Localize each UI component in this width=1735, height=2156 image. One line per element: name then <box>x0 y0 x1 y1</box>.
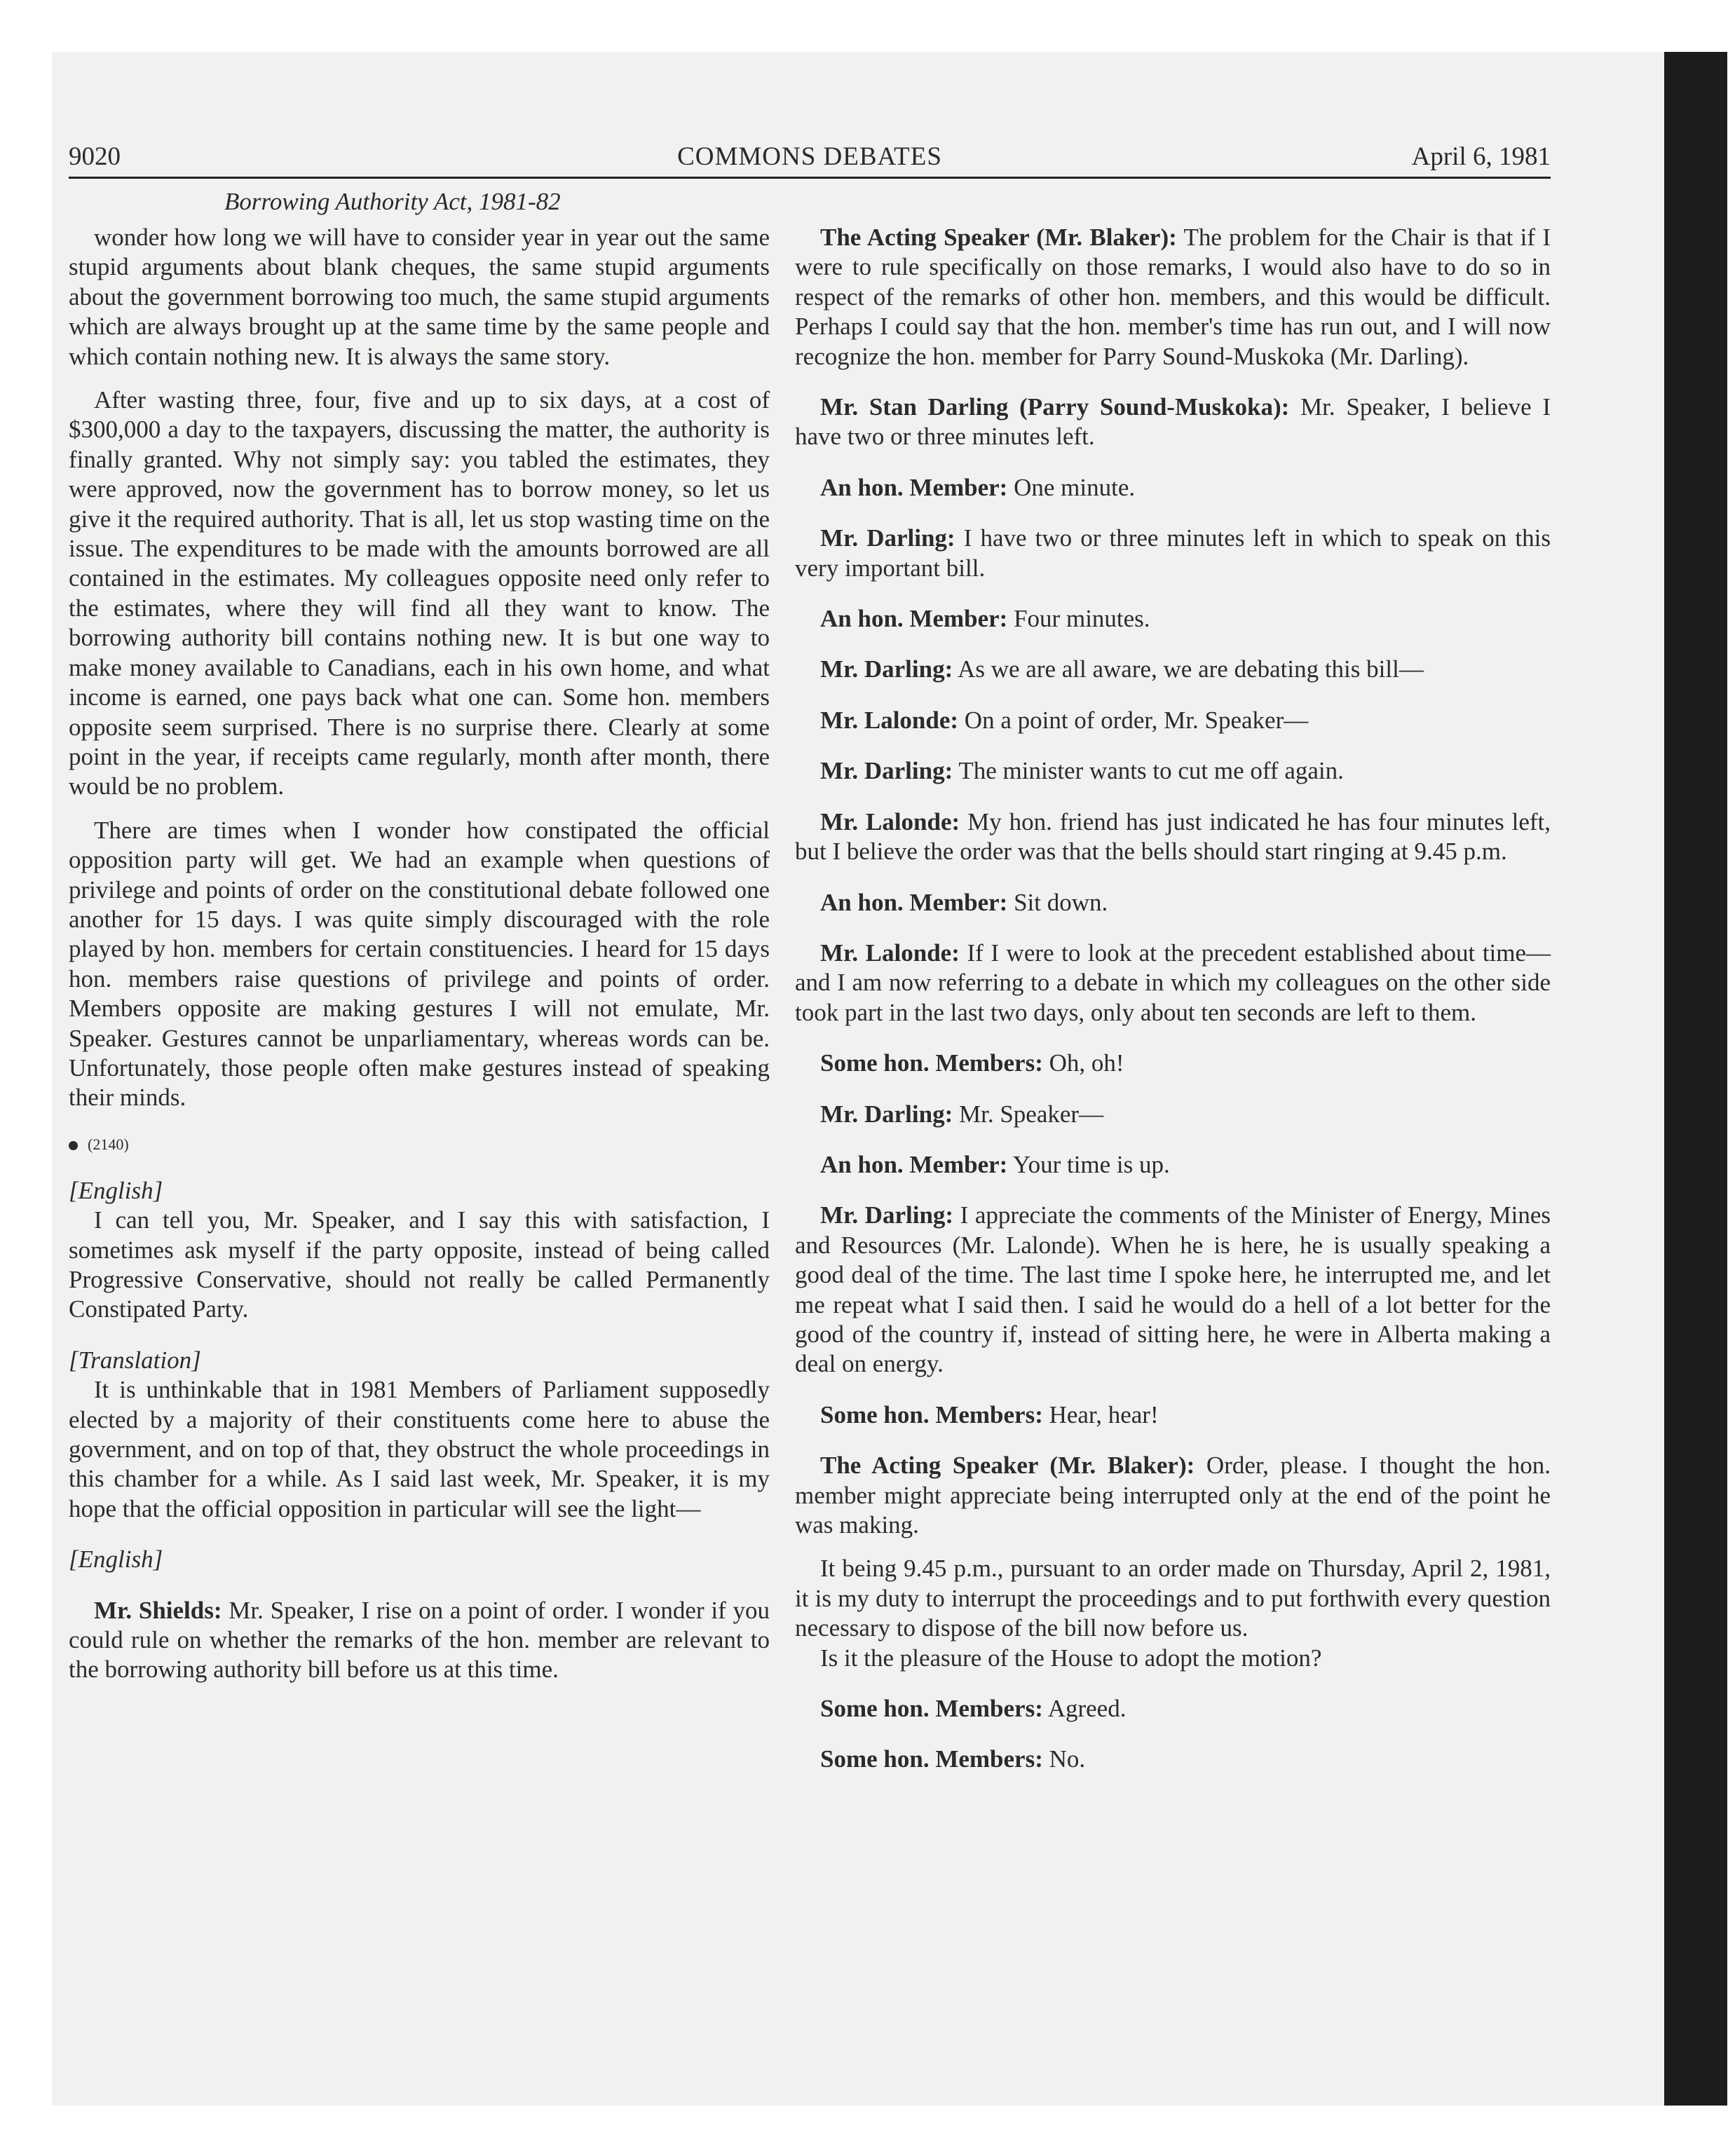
speaker-name: Mr. Darling: <box>820 1201 954 1229</box>
paragraph <box>795 1400 1551 1430</box>
speaker-name: Mr. Lalonde: <box>820 706 959 734</box>
paragraph-text: It is unthinkable that in 1981 Members of Parliament supposedly elected by a majority of their constituents come here to abuse the government, and on top of that, they obstruct the whole proceedings in this chamber for a while. As I said last week, Mr. Speaker, it is my hope that the official opposition in particular will see the light— <box>69 1376 770 1522</box>
speaker-name: An hon. Member: <box>820 605 1008 633</box>
paragraph-text: Mr. Speaker, I rise on a point of order. I wonder if you could rule on whether the remarks of the hon. member are relevant to the borrowing authority bill before us at this time. <box>69 1596 770 1684</box>
paragraph <box>69 1596 770 1685</box>
speaker-name: Mr. Darling: <box>820 524 955 552</box>
paragraph-text: Order, please. I thought the hon. member might appreciate being interrupted only at the end of the point he was making. <box>795 1452 1551 1538</box>
paragraph <box>795 706 1551 735</box>
speaker-name: Mr. Lalonde: <box>820 807 960 835</box>
paragraph <box>795 1451 1551 1540</box>
paragraph-text: Oh, oh! <box>1049 1049 1124 1077</box>
time-marker <box>69 1134 770 1155</box>
page-date: April 6, 1981 <box>1411 142 1551 171</box>
paragraph-text: Four minutes. <box>1014 605 1150 633</box>
paragraph <box>69 386 770 802</box>
paragraph-text: Mr. Speaker— <box>959 1100 1104 1128</box>
speaker-name: Some hon. Members: <box>820 1049 1043 1077</box>
paragraph-text: After wasting three, four, five and up to six days, at a cost of $300,000 a day to the taxpayers, discussing the matter, the authority is finally granted. Why not simply say: you tabled the estimates, they were approved, now the government has to borrow money, so let us give it the required authority. That is all, let us stop wasting time on the issue. The expenditures to be made with the amounts borrowed are all contained in the estimates. My colleagues opposite need only refer to the estimates, where they will find all they want to know. The borrowing authority bill contains nothing new. It is but one way to make money available to Canadians, each in his own home, and what income is earned, one pays back what one can. Some hon. members opposite seem surprised. There is no surprise there. Clearly at some point in the year, if receipts came regularly, month after month, there would be no problem. <box>69 386 770 800</box>
scan-edge-bar <box>1664 52 1727 2106</box>
paragraph <box>795 655 1551 684</box>
paragraph-text: I appreciate the comments of the Minister of Energy, Mines and Resources (Mr. Lalonde). When he is here, he is usually speaking a good deal of the time. The last time I spoke here, he interrupted me, and let me repeat what I said then. I said he would do a hell of a lot better for the good of the country if, instead of sitting here, he were in Alberta making a deal on energy. <box>795 1201 1551 1378</box>
paragraph-text: Agreed. <box>1047 1695 1127 1723</box>
paragraph <box>795 1201 1551 1379</box>
paragraph-text: Is it the pleasure of the House to adopt the motion? <box>820 1644 1322 1672</box>
paragraph-text: Your time is up. <box>1012 1150 1170 1178</box>
paragraph <box>795 756 1551 786</box>
speaker-name: The Acting Speaker (Mr. Blaker): <box>820 1452 1195 1480</box>
paragraph-text: I can tell you, Mr. Speaker, and I say this with satisfaction, I sometimes ask myself if the party opposite, instead of being called Progressive Conservative, should not really be called Permanently Constipated Party. <box>69 1206 770 1323</box>
paragraph <box>795 223 1551 371</box>
paragraph <box>795 1745 1551 1774</box>
bullet-icon <box>69 1141 78 1150</box>
paragraph <box>795 888 1551 917</box>
speaker-name: An hon. Member: <box>820 888 1008 916</box>
speaker-name: An hon. Member: <box>820 473 1008 501</box>
paragraph-text: I have two or three minutes left in which to speak on this very important bill. <box>795 524 1551 582</box>
language-marker: [English] <box>69 1176 163 1204</box>
paragraph-text: Hear, hear! <box>1049 1400 1159 1428</box>
page-header <box>69 137 1551 179</box>
paragraph-text: My hon. friend has just indicated he has four minutes left, but I believe the order was that the bells should start ringing at 9.45 p.m. <box>795 807 1551 866</box>
paragraph-text: As we are all aware, we are debating this bill— <box>958 655 1424 683</box>
language-marker: [English] <box>69 1546 163 1574</box>
speaker-name: Mr. Lalonde: <box>820 939 960 967</box>
paragraph <box>69 223 770 371</box>
paragraph-text: One minute. <box>1014 473 1136 501</box>
paragraph-text: The minister wants to cut me off again. <box>958 757 1344 785</box>
page-number: 9020 <box>69 142 121 171</box>
paragraph <box>795 393 1551 452</box>
speaker-name: Some hon. Members: <box>820 1745 1043 1773</box>
paragraph <box>69 1206 770 1325</box>
speaker-name: Some hon. Members: <box>820 1695 1043 1723</box>
paragraph <box>795 1694 1551 1724</box>
paragraph-text: Sit down. <box>1014 888 1108 916</box>
language-marker: [Translation] <box>69 1346 201 1374</box>
paragraph <box>795 1150 1551 1180</box>
paragraph-text: Mr. Speaker, I believe I have two or three minutes left. <box>795 393 1551 451</box>
paragraph <box>69 1375 770 1524</box>
paragraph <box>795 807 1551 867</box>
left-column <box>69 223 770 1685</box>
paragraph <box>795 473 1551 503</box>
paragraph <box>795 1644 1551 1673</box>
paragraph-text: There are times when I wonder how constipated the official opposition party will get. We had an example when questions of privilege and points of order on the constitutional debate followed one another for 15 days. I was quite simply discouraged with the role played by hon. members for certain constituencies. I heard for 15 days hon. members raise questions of privilege and points of order. Members opposite are making gestures I will not emulate, Mr. Speaker. Gestures cannot be unparliamentary, whereas words can be. Unfortunately, those people often make gestures instead of speaking their minds. <box>69 816 770 1112</box>
time-marker-text: (2140) <box>88 1135 129 1153</box>
speaker-name: An hon. Member: <box>820 1150 1008 1178</box>
speaker-name: Mr. Darling: <box>820 757 953 785</box>
speaker-name: Some hon. Members: <box>820 1400 1043 1428</box>
paragraph-text: On a point of order, Mr. Speaker— <box>964 706 1309 734</box>
publication-title: COMMONS DEBATES <box>677 142 942 171</box>
paragraph <box>795 604 1551 634</box>
paragraph <box>795 524 1551 583</box>
paragraph <box>795 939 1551 1028</box>
speaker-name: Mr. Shields: <box>94 1596 222 1624</box>
paragraph <box>795 1100 1551 1129</box>
speaker-name: The Acting Speaker (Mr. Blaker): <box>820 224 1177 251</box>
running-title: Borrowing Authority Act, 1981-82 <box>224 188 561 215</box>
speaker-name: Mr. Darling: <box>820 1100 953 1128</box>
right-column <box>795 223 1551 1775</box>
paragraph-text: No. <box>1049 1745 1086 1773</box>
paragraph <box>69 816 770 1113</box>
paragraph <box>795 1049 1551 1078</box>
speaker-name: Mr. Stan Darling (Parry Sound-Muskoka): <box>820 393 1290 421</box>
paragraph <box>795 1554 1551 1643</box>
paragraph-text: The problem for the Chair is that if I were to rule specifically on those remarks, I would also have to do so in respect of the remarks of other hon. members, and this would be difficult. Perhaps I could say that the hon. member's time has run out, and I will now recognize the hon. member for Parry Sound-Muskoka (Mr. Darling). <box>795 224 1551 370</box>
speaker-name: Mr. Darling: <box>820 655 953 683</box>
paragraph-text: wonder how long we will have to consider year in year out the same stupid arguments about blank cheques, the same stupid arguments about the government borrowing too much, the same stupid arguments which are always brought up at the same time by the same people and which contain nothing new. It is always the same story. <box>69 224 770 370</box>
paragraph-text: It being 9.45 p.m., pursuant to an order made on Thursday, April 2, 1981, it is my duty to interrupt the proceedings and to put forthwith every question necessary to dispose of the bill now before us. <box>795 1555 1551 1642</box>
paragraph-text: If I were to look at the precedent established about time—and I am now referring to a debate in which my colleagues on the other side took part in the last two days, only about ten seconds are left to them. <box>795 939 1551 1026</box>
